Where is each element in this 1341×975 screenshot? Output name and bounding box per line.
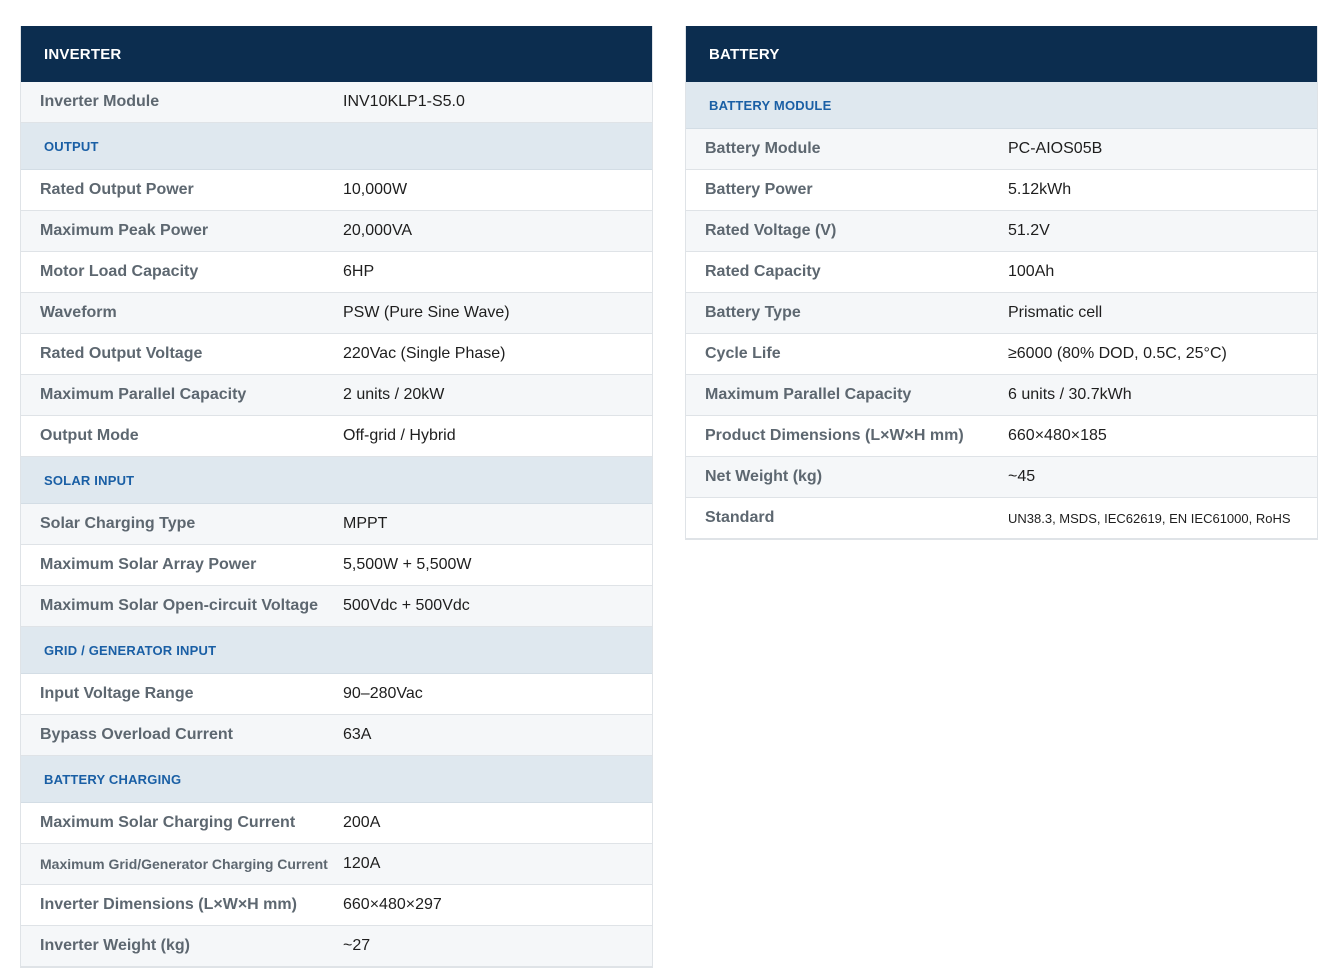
table-row (21, 170, 652, 211)
section-header-battery-charging: BATTERY CHARGING (21, 756, 652, 803)
spec-label: Battery Power (705, 181, 813, 198)
spec-value: 660×480×185 (1008, 427, 1107, 444)
table-row (21, 715, 652, 756)
table-row (686, 170, 1317, 211)
section-header-grid-generator-input: GRID / GENERATOR INPUT (21, 627, 652, 674)
table-row (21, 82, 652, 123)
spec-value: PC-AIOS05B (1008, 140, 1103, 157)
table-row (21, 375, 652, 416)
spec-label: Inverter Module (40, 93, 160, 110)
spec-value: 660×480×297 (343, 896, 442, 913)
table-row (686, 334, 1317, 375)
spec-value: MPPT (343, 515, 388, 532)
spec-label: Inverter Dimensions (L×W×H mm) (40, 896, 297, 913)
spec-label: Maximum Solar Array Power (40, 556, 257, 573)
spec-value: 63A (343, 726, 372, 743)
spec-label: Maximum Solar Charging Current (40, 814, 296, 831)
spec-label: Maximum Parallel Capacity (40, 386, 247, 403)
table-row (686, 416, 1317, 457)
spec-value: 90–280Vac (343, 685, 423, 702)
spec-value: 20,000VA (343, 222, 413, 239)
spec-label: Maximum Peak Power (40, 222, 209, 239)
spec-label: Rated Capacity (705, 263, 821, 280)
table-row (686, 375, 1317, 416)
spec-value: 10,000W (343, 181, 408, 198)
table-row (686, 293, 1317, 334)
table-row (21, 674, 652, 715)
table-row (686, 129, 1317, 170)
table-row (686, 252, 1317, 293)
spec-label: Battery Module (705, 140, 821, 157)
spec-label: Bypass Overload Current (40, 726, 233, 743)
spec-value: 100Ah (1008, 263, 1055, 280)
table-row (21, 586, 652, 627)
section-header-solar-input: SOLAR INPUT (21, 457, 652, 504)
table-row (686, 498, 1317, 539)
spec-value: 220Vac (Single Phase) (343, 345, 506, 362)
spec-label: Waveform (40, 304, 117, 321)
section-header-output: OUTPUT (21, 123, 652, 170)
spec-value: 2 units / 20kW (343, 386, 445, 403)
spec-value: 6 units / 30.7kWh (1008, 386, 1132, 403)
table-row (21, 293, 652, 334)
spec-value: ≥6000 (80% DOD, 0.5C, 25°C) (1008, 345, 1227, 362)
spec-label: Input Voltage Range (40, 685, 194, 702)
spec-label: Product Dimensions (L×W×H mm) (705, 427, 964, 444)
spec-value: Off-grid / Hybrid (343, 427, 456, 444)
spec-label: Cycle Life (705, 345, 781, 362)
spec-value: PSW (Pure Sine Wave) (343, 304, 510, 321)
spec-value: ~27 (343, 937, 371, 954)
spec-value: 200A (343, 814, 381, 831)
table-row (21, 334, 652, 375)
spec-label: Inverter Weight (kg) (40, 937, 190, 954)
spec-label: Net Weight (kg) (705, 468, 823, 485)
spec-value: UN38.3, MSDS, IEC62619, EN IEC61000, RoHS (1008, 510, 1291, 526)
spec-label: Maximum Parallel Capacity (705, 386, 912, 403)
spec-value: 500Vdc + 500Vdc (343, 597, 470, 614)
spec-label: Battery Type (705, 304, 801, 321)
battery-spec-table (685, 26, 1318, 540)
table-row (21, 885, 652, 926)
spec-value: 120A (343, 855, 381, 872)
table-row (21, 211, 652, 252)
spec-label: Maximum Grid/Generator Charging Current (40, 856, 328, 872)
battery-table-title: BATTERY (686, 26, 1317, 82)
table-row (21, 844, 652, 885)
spec-value: 51.2V (1008, 222, 1050, 239)
table-row (21, 545, 652, 586)
spec-label: Output Mode (40, 427, 139, 444)
spec-label: Standard (705, 509, 775, 526)
spec-value: INV10KLP1-S5.0 (343, 93, 465, 110)
spec-label: Solar Charging Type (40, 515, 196, 532)
table-row (21, 416, 652, 457)
spec-label: Rated Output Power (40, 181, 194, 198)
spec-value: 5,500W + 5,500W (343, 556, 472, 573)
table-row (21, 803, 652, 844)
spec-label: Rated Voltage (V) (705, 222, 837, 239)
spec-label: Motor Load Capacity (40, 263, 199, 280)
spec-label: Maximum Solar Open-circuit Voltage (40, 597, 318, 614)
spec-value: ~45 (1008, 468, 1036, 485)
spec-label: Rated Output Voltage (40, 345, 203, 362)
spec-value: Prismatic cell (1008, 304, 1103, 321)
spec-value: 5.12kWh (1008, 181, 1072, 198)
inverter-table-title: INVERTER (21, 26, 652, 82)
section-header-battery-module: BATTERY MODULE (686, 82, 1317, 129)
inverter-spec-table (20, 26, 653, 968)
table-row (21, 926, 652, 967)
table-row (21, 252, 652, 293)
table-row (21, 504, 652, 545)
table-row (686, 457, 1317, 498)
table-row (686, 211, 1317, 252)
spec-value: 6HP (343, 263, 375, 280)
